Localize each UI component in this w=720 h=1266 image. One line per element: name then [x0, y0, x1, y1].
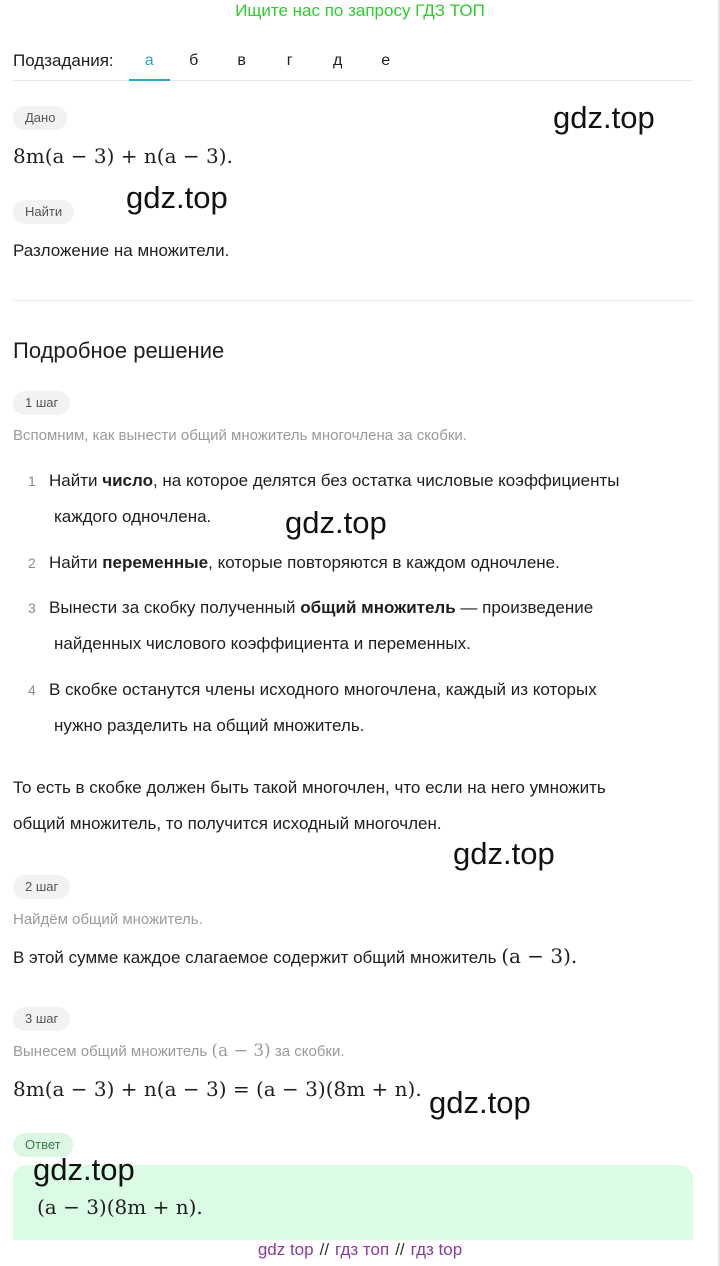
- answer-chip: Ответ: [13, 1133, 73, 1157]
- step3-expression: 8m(a − 3) + n(a − 3) = (a − 3)(8m + n).: [13, 1077, 422, 1101]
- step3-hint: [13, 1041, 345, 1061]
- list-item-text: , на которое делятся без остатка числовые коэффициенты: [152, 471, 620, 490]
- tab-e[interactable]: е: [381, 52, 391, 69]
- list-item-text: Вынести за скобку полученный: [49, 598, 301, 617]
- answer-expression: (a − 3)(8m + n).: [37, 1195, 203, 1219]
- list-item-text: , которые повторяются в каждом одночлене.: [208, 553, 560, 572]
- step2-factor: (a − 3).: [501, 944, 578, 968]
- top-banner: Ищите нас по запросу ГДЗ ТОП: [235, 1, 485, 20]
- list-item-number: 1: [28, 473, 36, 489]
- tab-d[interactable]: д: [332, 52, 343, 69]
- tab-a[interactable]: а: [129, 46, 170, 81]
- find-chip: Найти: [13, 200, 74, 224]
- step2-chip: 2 шаг: [13, 875, 70, 899]
- subtasks-label: Подзадания:: [13, 51, 114, 70]
- step2-text-main: В этой сумме каждое слагаемое содержит общий множитель: [13, 948, 497, 967]
- step3-hint-text: за скобки.: [274, 1043, 345, 1060]
- list-item-text: Найти: [49, 471, 103, 490]
- list-item-number: 3: [28, 600, 36, 616]
- list-item-text: — произведение: [455, 598, 594, 617]
- list-item-number: 2: [28, 555, 36, 571]
- list-item-line2: найденных числового коэффициента и переменных.: [54, 634, 471, 653]
- step1-chip: 1 шаг: [13, 391, 70, 415]
- footer-link-gdz-top[interactable]: gdz top: [257, 1240, 314, 1259]
- list-item-bold: общий множитель: [300, 598, 456, 617]
- list-item-bold: число: [102, 471, 153, 490]
- watermark: gdz.top: [285, 505, 387, 540]
- list-item-line2: каждого одночлена.: [54, 507, 212, 526]
- step3-hint-factor: (a − 3): [211, 1041, 271, 1061]
- list-item-number: 4: [28, 682, 36, 698]
- list-item: [28, 590, 678, 662]
- watermark: gdz.top: [33, 1152, 135, 1187]
- footer-link-gdz-top-ru[interactable]: гдз топ: [335, 1240, 390, 1259]
- watermark: gdz.top: [553, 100, 655, 135]
- list-item-text: В скобке останутся члены исходного многочлена, каждый из которых: [49, 680, 597, 699]
- tab-b[interactable]: б: [189, 52, 199, 69]
- step3-chip: 3 шаг: [13, 1007, 70, 1031]
- footer-separator: //: [395, 1240, 405, 1259]
- given-chip: Дано: [13, 106, 67, 130]
- list-item: [28, 545, 678, 581]
- step2-hint: Найдём общий множитель.: [13, 911, 203, 928]
- watermark: gdz.top: [429, 1085, 531, 1120]
- subtasks-nav: [13, 46, 693, 81]
- given-expression: 8m(a − 3) + n(a − 3).: [13, 144, 233, 168]
- watermark: gdz.top: [453, 836, 555, 871]
- tab-g[interactable]: г: [286, 52, 293, 69]
- footer-links: [0, 1240, 720, 1260]
- footer-separator: //: [319, 1240, 330, 1259]
- find-text: Разложение на множители.: [13, 241, 230, 260]
- solution-heading: Подробное решение: [13, 338, 225, 363]
- step2-text: [13, 944, 577, 968]
- list-item: [28, 672, 678, 744]
- summary-line: общий множитель, то получится исходный многочлен.: [13, 814, 442, 833]
- list-item-text: Найти: [49, 553, 103, 572]
- summary-line: То есть в скобке должен быть такой многочлен, что если на него умножить: [13, 778, 606, 797]
- list-item-line2: нужно разделить на общий множитель.: [54, 716, 365, 735]
- section-divider: [13, 300, 693, 301]
- step3-hint-text: Вынесем общий множитель: [13, 1043, 208, 1060]
- list-item-bold: переменные: [102, 553, 209, 572]
- footer-link-gdz-top-mixed[interactable]: гдз top: [410, 1240, 463, 1259]
- step1-hint: Вспомним, как вынести общий множитель многочлена за скобки.: [13, 427, 467, 444]
- watermark: gdz.top: [126, 180, 228, 215]
- tab-v[interactable]: в: [237, 52, 246, 69]
- step1-summary: [13, 770, 606, 842]
